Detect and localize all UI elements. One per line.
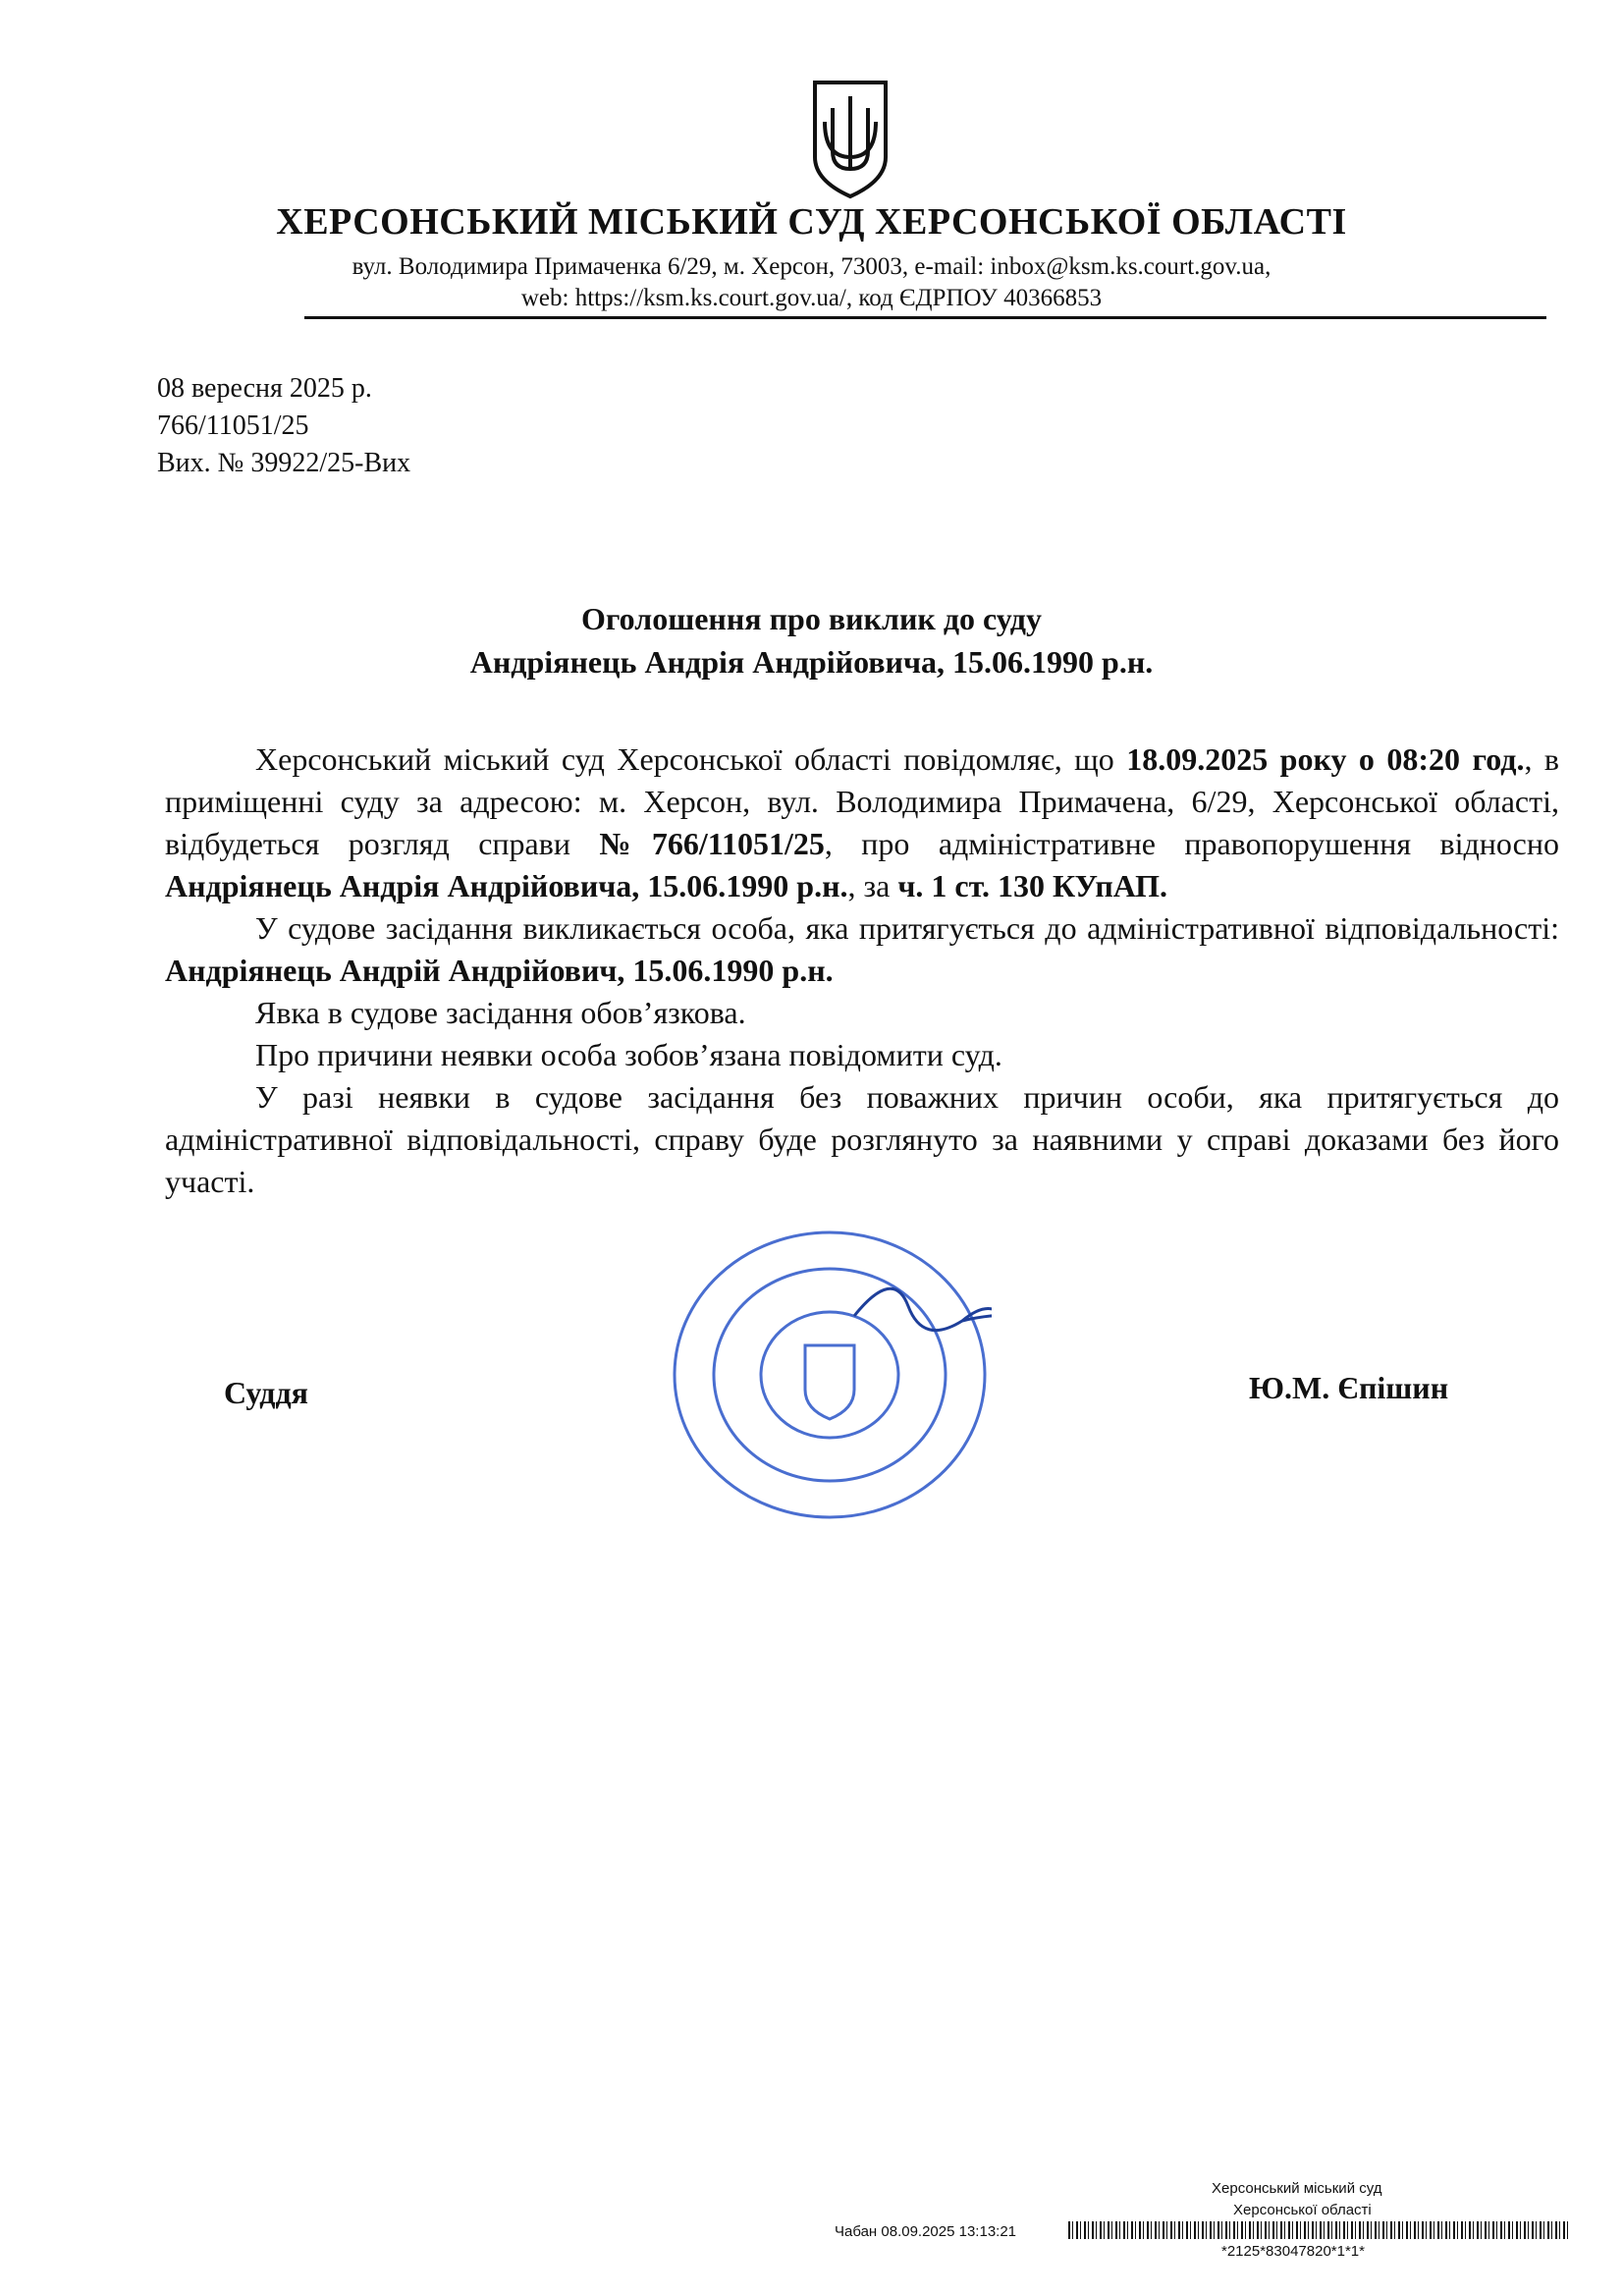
footer-court-1: Херсонський міський суд [1212,2180,1382,2197]
court-address: вул. Володимира Примаченка 6/29, м. Херсон, 73003, e-mail: inbox@ksm.ks.court.gov.ua, [352,253,1271,280]
notice-body [165,738,1559,1203]
header-rule [304,316,1546,319]
footer-stamp-line: Чабан 08.09.2025 13:13:21 [835,2223,1017,2240]
title-line1: Оголошення про виклик до суду [581,601,1042,636]
trident-emblem-icon [811,79,890,200]
signature-name: Ю.М. Єпішин [1249,1370,1449,1405]
court-name: ХЕРСОНСЬКИЙ МІСЬКИЙ СУД ХЕРСОНСЬКОЇ ОБЛАСТІ [276,201,1347,243]
paragraph-2: У судове засідання викликається особа, яка притягується до адміністративної відповідальності: Андріянець Андрій Андрійович, 15.06.1990 р.н. [165,910,1559,988]
footer-court-2: Херсонської області [1233,2202,1372,2218]
case-number: 766/11051/25 [157,410,309,441]
paragraph-4: Про причини неявки особа зобов’язана повідомити суд. [255,1037,1002,1072]
paragraph-5: У разі неявки в судове засідання без поважних причин особи, яка притягується до адміністративної відповідальності, справу буде розглянуто за наявними у справі доказами без його участі. [165,1079,1559,1199]
court-seal-icon [668,1228,992,1522]
paragraph-3: Явка в судове засідання обов’язкова. [255,995,746,1030]
doc-date: 08 вересня 2025 р. [157,373,372,404]
barcode-icon [1068,2221,1569,2239]
title-line2: Андріянець Андрія Андрійовича, 15.06.1990 р.н. [469,644,1154,680]
signature-role: Суддя [224,1375,308,1410]
paragraph-1: Херсонський міський суд Херсонської області повідомляє, що 18.09.2025 року о 08:20 год., в приміщенні суду за адресою: м. Херсон, вул. Володимира Примачена, 6/29, Херсонської області, відбудеться розгляд справи №766/11051/25, про адміністративне правопорушення відносно Андріянець Андрія Андрійовича, 15.06.1990 р.н., за ч. 1 ст. 130 КУпАП. [165,741,1560,903]
court-web: web: https://ksm.ks.court.gov.ua/, код ЄДРПОУ 40366853 [520,285,1103,311]
outgoing-number: Вих. № 39922/25-Вих [157,448,411,478]
footer-code: *2125*83047820*1*1* [1221,2243,1365,2260]
